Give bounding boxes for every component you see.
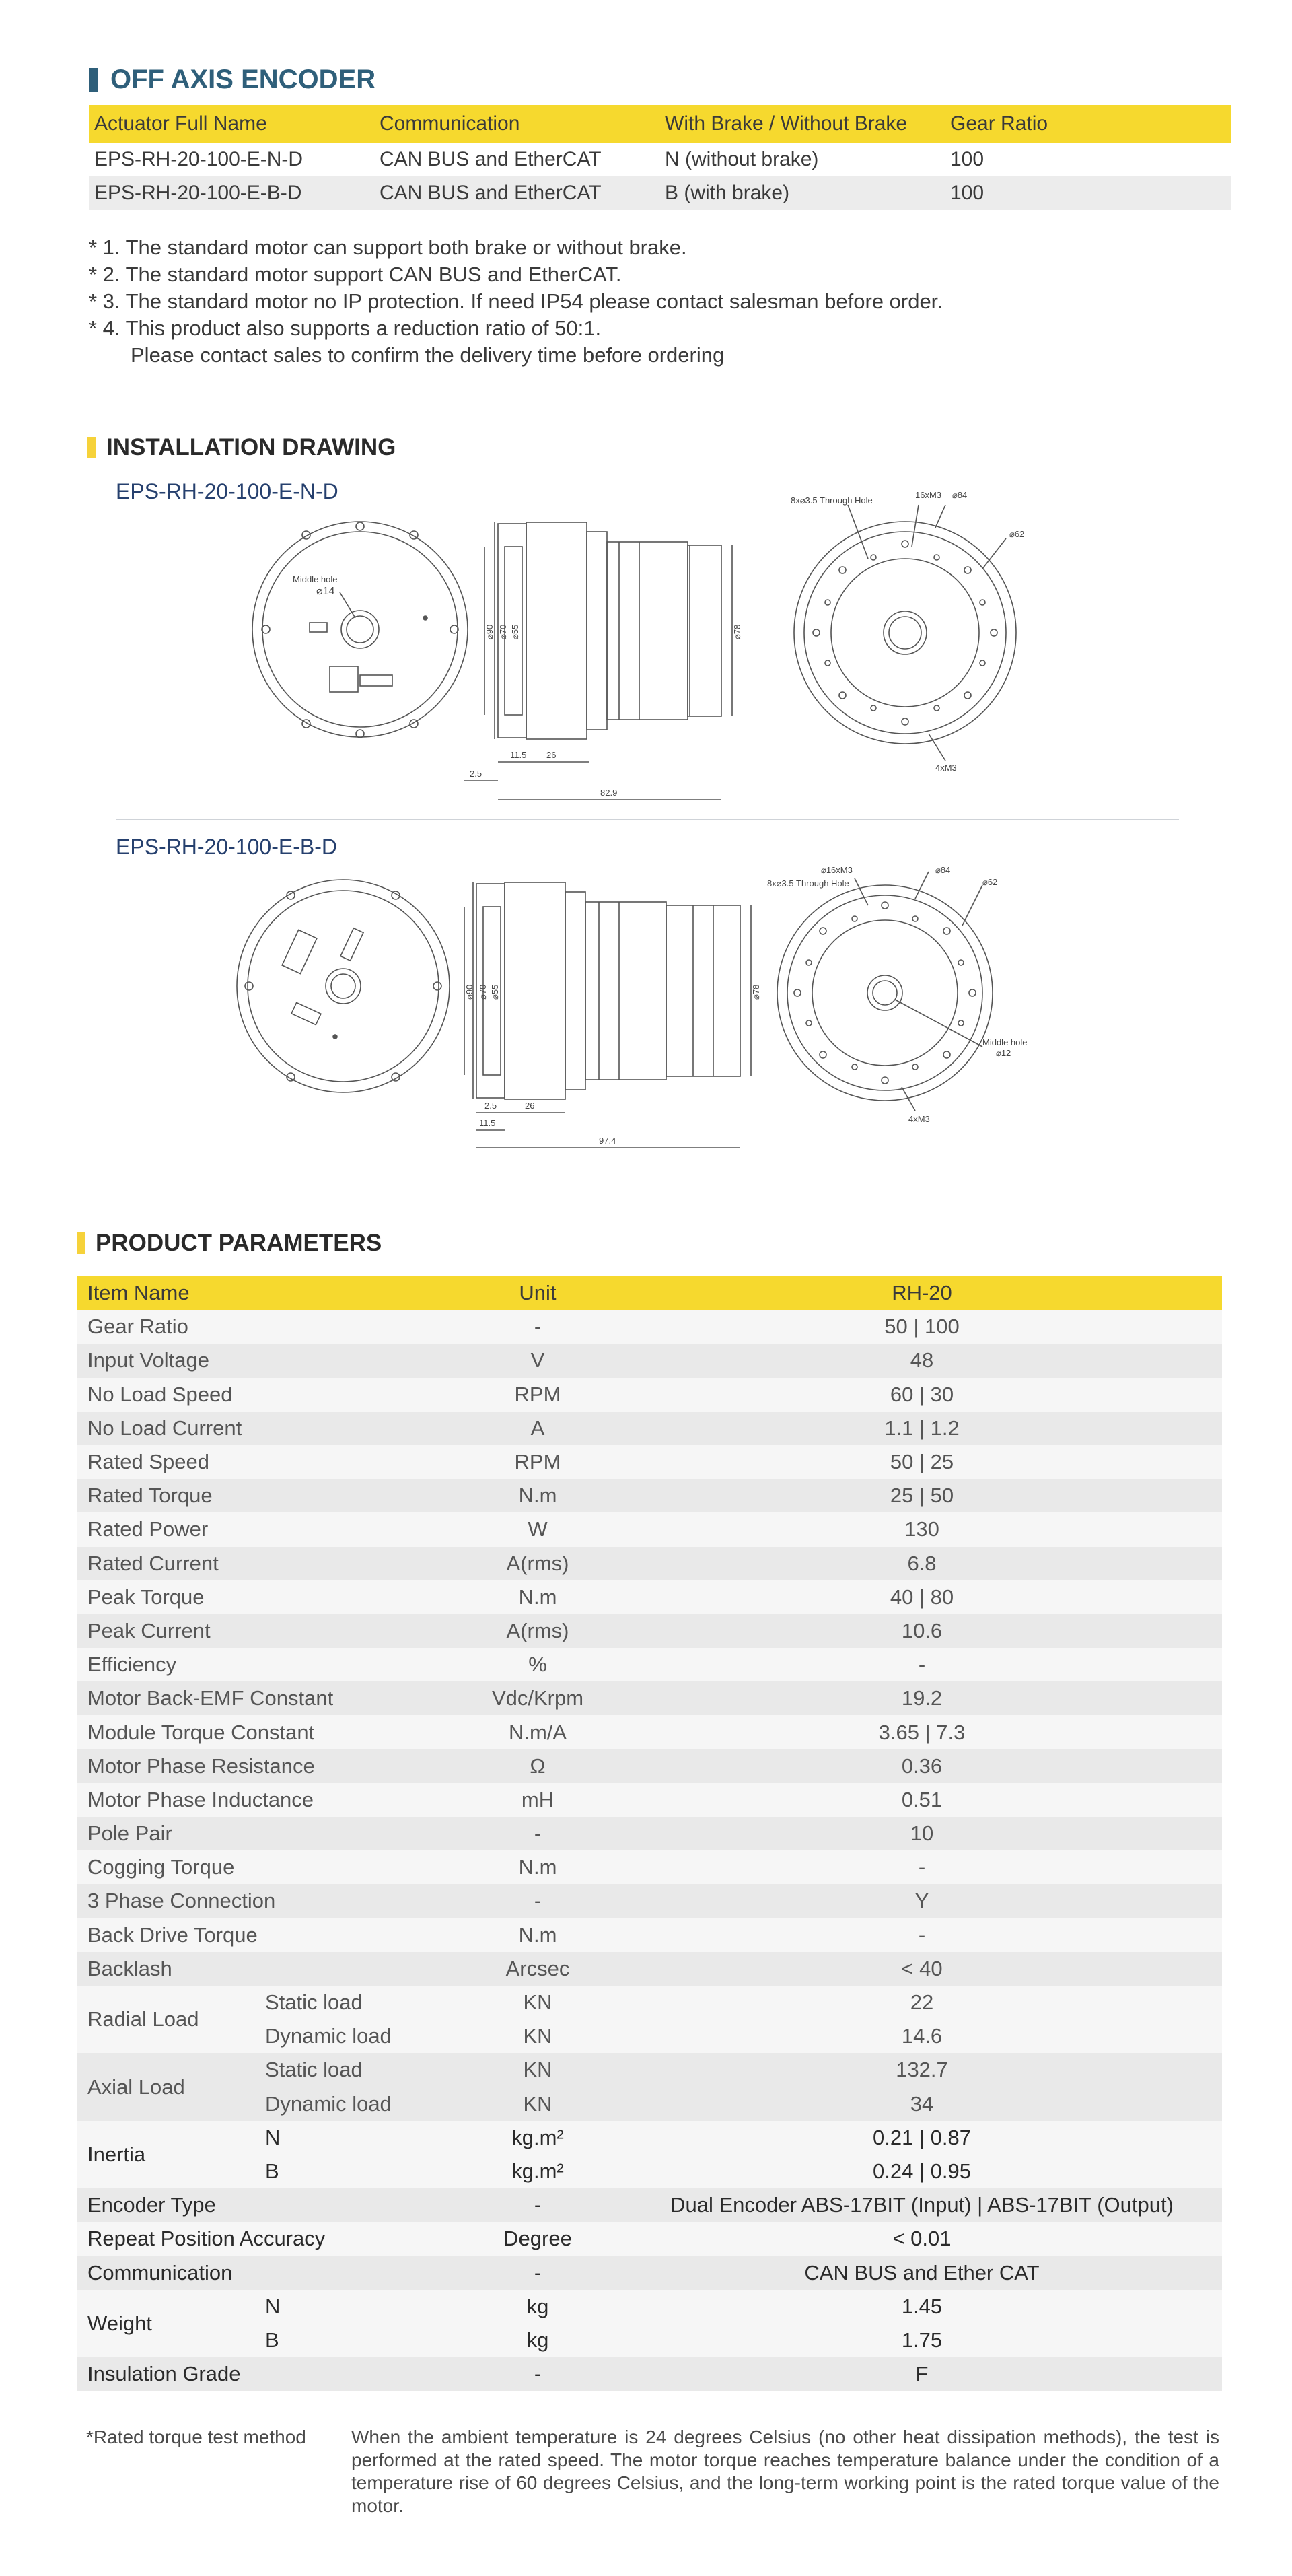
param-unit: Arcsec xyxy=(454,1952,622,1986)
table-row xyxy=(77,1783,1222,1817)
dia-90-label: ⌀90 xyxy=(485,624,495,639)
param-value: 40 | 80 xyxy=(622,1580,1222,1614)
note-line: * 2. The standard motor support CAN BUS and EtherCAT. xyxy=(89,263,622,286)
table-row xyxy=(77,1648,1222,1681)
param-subname: Static load xyxy=(265,1986,454,2019)
dia-62-label: ⌀62 xyxy=(982,877,998,887)
rated-torque-footnote xyxy=(86,2426,1223,2517)
installation-drawing-1 xyxy=(242,485,1090,801)
param-unit: N.m/A xyxy=(454,1715,622,1749)
param-name: 3 Phase Connection xyxy=(77,1884,454,1918)
table-row xyxy=(77,1547,1222,1580)
title-bar-marker xyxy=(87,437,96,458)
param-unit: KN xyxy=(454,1986,622,2019)
param-value: 50 | 100 xyxy=(622,1310,1222,1344)
table-row xyxy=(77,1512,1222,1546)
drawing-model-label: EPS-RH-20-100-E-N-D xyxy=(116,479,338,503)
param-value: < 40 xyxy=(622,1952,1222,1986)
param-unit: Ω xyxy=(454,1749,622,1783)
param-name: Module Torque Constant xyxy=(77,1715,454,1749)
param-value: Dual Encoder ABS-17BIT (Input) | ABS-17BIT (Output) xyxy=(622,2188,1222,2222)
side-view xyxy=(464,522,742,800)
middle-hole-label: Middle hole xyxy=(982,1037,1028,1047)
table-row xyxy=(77,2357,1222,2391)
middle-dia-label: ⌀12 xyxy=(996,1048,1011,1058)
param-name: Inertia xyxy=(77,2121,265,2188)
param-value: 34 xyxy=(622,2087,1222,2121)
table-row xyxy=(77,2053,1222,2087)
installation-drawing-2 xyxy=(229,858,1077,1161)
param-unit: A(rms) xyxy=(454,1614,622,1648)
param-value: 48 xyxy=(622,1344,1222,1377)
header-cell: Unit xyxy=(454,1276,622,1310)
footnote-text: When the ambient temperature is 24 degrees Celsius (no other heat dissipation methods), the test is performed at the rated speed. The motor torque reaches temperature balance under the condition of a temperature rise of 60 degrees Celsius, and the long-term working point is the rated torque value of the motor. xyxy=(351,2427,1219,2516)
param-unit: - xyxy=(454,1817,622,1850)
parameters-section-title xyxy=(77,1230,382,1257)
table-row xyxy=(77,1412,1222,1445)
m16-label: 16xM3 xyxy=(915,490,942,500)
title-bar-marker xyxy=(77,1232,85,1254)
param-name: Radial Load xyxy=(77,1986,265,2053)
param-unit: KN xyxy=(454,2053,622,2087)
param-value: < 0.01 xyxy=(622,2222,1222,2256)
param-value: 1.45 xyxy=(622,2290,1222,2324)
parameters-table-header xyxy=(77,1276,1222,1310)
width-11-5-label: 11.5 xyxy=(479,1118,496,1128)
title-bar-marker xyxy=(89,68,98,92)
table-cell: EPS-RH-20-100-E-B-D xyxy=(89,176,374,210)
table-row xyxy=(77,1884,1222,1918)
param-name: Insulation Grade xyxy=(77,2357,454,2391)
param-value: 130 xyxy=(622,1512,1222,1546)
param-unit: N.m xyxy=(454,1850,622,1884)
front-view xyxy=(237,880,450,1092)
param-unit: N.m xyxy=(454,1580,622,1614)
header-cell: Actuator Full Name xyxy=(89,105,374,143)
table-cell: 100 xyxy=(945,176,1231,210)
param-unit: mH xyxy=(454,1783,622,1817)
table-row xyxy=(77,2290,1222,2324)
note-line: * 1. The standard motor can support both brake or without brake. xyxy=(89,236,687,259)
param-value: 0.24 | 0.95 xyxy=(622,2155,1222,2188)
param-name: Rated Power xyxy=(77,1512,454,1546)
table-row xyxy=(77,1479,1222,1512)
table-cell: B (with brake) xyxy=(659,176,945,210)
param-unit: W xyxy=(454,1512,622,1546)
param-value: 1.75 xyxy=(622,2324,1222,2357)
table-row xyxy=(77,1952,1222,1986)
param-name: Weight xyxy=(77,2290,265,2357)
param-value: 6.8 xyxy=(622,1547,1222,1580)
param-unit: A(rms) xyxy=(454,1547,622,1580)
param-subname: N xyxy=(265,2121,454,2155)
param-value: 0.36 xyxy=(622,1749,1222,1783)
encoder-table-header xyxy=(89,105,1231,143)
param-name: Pole Pair xyxy=(77,1817,454,1850)
middle-dia-label: ⌀14 xyxy=(316,586,335,597)
param-unit: RPM xyxy=(454,1378,622,1412)
param-unit: kg.m² xyxy=(454,2121,622,2155)
param-value: 0.51 xyxy=(622,1783,1222,1817)
note-line: * 3. The standard motor no IP protection. If need IP54 please contact salesman before order. xyxy=(89,289,943,313)
param-name: Input Voltage xyxy=(77,1344,454,1377)
param-value: 14.6 xyxy=(622,2019,1222,2053)
param-name: Repeat Position Accuracy xyxy=(77,2222,454,2256)
param-unit: - xyxy=(454,2256,622,2289)
table-row xyxy=(77,1580,1222,1614)
param-value: 60 | 30 xyxy=(622,1378,1222,1412)
drawing-divider xyxy=(116,819,1179,820)
footnote-label: *Rated torque test method xyxy=(86,2427,306,2447)
param-value: 10 xyxy=(622,1817,1222,1850)
param-subname: B xyxy=(265,2324,454,2357)
param-unit: - xyxy=(454,1310,622,1344)
table-cell: CAN BUS and EtherCAT xyxy=(374,176,659,210)
table-row xyxy=(89,176,1231,210)
parameters-title-text: PRODUCT PARAMETERS xyxy=(96,1230,382,1256)
param-value: 0.21 | 0.87 xyxy=(622,2121,1222,2155)
width-2-5-label: 2.5 xyxy=(470,769,482,779)
dia-70-label: ⌀70 xyxy=(478,984,488,1000)
param-subname: Static load xyxy=(265,2053,454,2087)
width-2-5-label: 2.5 xyxy=(485,1101,497,1111)
parameters-table xyxy=(77,1276,1222,2391)
param-name: Encoder Type xyxy=(77,2188,454,2222)
param-unit: kg xyxy=(454,2290,622,2324)
m4-label: 4xM3 xyxy=(935,763,957,773)
param-unit: Degree xyxy=(454,2222,622,2256)
table-row xyxy=(77,1817,1222,1850)
dia-84-label: ⌀84 xyxy=(935,865,951,875)
length-label: 97.4 xyxy=(599,1136,616,1146)
back-view xyxy=(767,865,1028,1124)
param-unit: V xyxy=(454,1344,622,1377)
table-row xyxy=(77,2121,1222,2155)
param-name: Back Drive Torque xyxy=(77,1918,454,1952)
param-unit: N.m xyxy=(454,1479,622,1512)
dia-62-label: ⌀62 xyxy=(1009,529,1025,539)
table-cell: CAN BUS and EtherCAT xyxy=(374,143,659,176)
encoder-title-text: OFF AXIS ENCODER xyxy=(110,65,376,94)
table-cell: EPS-RH-20-100-E-N-D xyxy=(89,143,374,176)
back-view xyxy=(791,490,1024,773)
param-name: Axial Load xyxy=(77,2053,265,2120)
param-value: Y xyxy=(622,1884,1222,1918)
encoder-section-title xyxy=(89,65,375,95)
param-value: 25 | 50 xyxy=(622,1479,1222,1512)
note-line: Please contact sales to confirm the delivery time before ordering xyxy=(131,343,725,367)
param-name: Gear Ratio xyxy=(77,1310,454,1344)
table-row xyxy=(77,1986,1222,2019)
param-name: Motor Phase Inductance xyxy=(77,1783,454,1817)
width-26-label: 26 xyxy=(525,1101,535,1111)
m16-label: ⌀16xM3 xyxy=(821,865,853,875)
param-value: 3.65 | 7.3 xyxy=(622,1715,1222,1749)
param-value: 22 xyxy=(622,1986,1222,2019)
width-11-5-label: 11.5 xyxy=(510,750,527,760)
length-label: 82.9 xyxy=(600,788,618,798)
dia-84-label: ⌀84 xyxy=(952,490,968,500)
param-unit: N.m xyxy=(454,1918,622,1952)
param-name: Cogging Torque xyxy=(77,1850,454,1884)
header-cell: Gear Ratio xyxy=(945,105,1231,143)
table-row xyxy=(77,1344,1222,1377)
dia-70-label: ⌀70 xyxy=(498,624,508,639)
table-row xyxy=(77,2188,1222,2222)
dia-55-label: ⌀55 xyxy=(510,624,520,639)
param-subname: B xyxy=(265,2155,454,2188)
param-unit: Vdc/Krpm xyxy=(454,1681,622,1715)
table-row xyxy=(77,1378,1222,1412)
through-hole-label: 8x⌀3.5 Through Hole xyxy=(767,878,849,889)
dia-78-label: ⌀78 xyxy=(732,624,742,639)
table-cell: 100 xyxy=(945,143,1231,176)
param-name: Motor Phase Resistance xyxy=(77,1749,454,1783)
middle-hole-label: Middle hole xyxy=(293,574,338,584)
table-row xyxy=(89,143,1231,176)
table-cell: N (without brake) xyxy=(659,143,945,176)
param-unit: A xyxy=(454,1412,622,1445)
dia-55-label: ⌀55 xyxy=(490,984,500,1000)
param-name: Rated Speed xyxy=(77,1445,454,1479)
installation-title-text: INSTALLATION DRAWING xyxy=(106,434,396,460)
param-value: 19.2 xyxy=(622,1681,1222,1715)
table-row xyxy=(77,1715,1222,1749)
width-26-label: 26 xyxy=(546,750,557,760)
param-name: Rated Current xyxy=(77,1547,454,1580)
header-cell: Communication xyxy=(374,105,659,143)
drawing-model-label: EPS-RH-20-100-E-B-D xyxy=(116,835,337,859)
table-row xyxy=(77,1749,1222,1783)
param-unit: kg xyxy=(454,2324,622,2357)
param-value: F xyxy=(622,2357,1222,2391)
front-view xyxy=(252,522,468,738)
param-unit: - xyxy=(454,2357,622,2391)
encoder-notes xyxy=(89,234,943,369)
param-subname: N xyxy=(265,2290,454,2324)
param-unit: KN xyxy=(454,2019,622,2053)
param-value: 50 | 25 xyxy=(622,1445,1222,1479)
note-line: * 4. This product also supports a reduction ratio of 50:1. xyxy=(89,316,602,340)
table-row xyxy=(77,2222,1222,2256)
table-row xyxy=(77,1681,1222,1715)
param-name: Rated Torque xyxy=(77,1479,454,1512)
param-value: 10.6 xyxy=(622,1614,1222,1648)
param-value: 132.7 xyxy=(622,2053,1222,2087)
param-subname: Dynamic load xyxy=(265,2087,454,2121)
table-row xyxy=(77,2256,1222,2289)
installation-section-title xyxy=(87,434,396,461)
param-name: Efficiency xyxy=(77,1648,454,1681)
param-name: No Load Speed xyxy=(77,1378,454,1412)
param-unit: % xyxy=(454,1648,622,1681)
dia-78-label: ⌀78 xyxy=(751,984,761,1000)
m4-label: 4xM3 xyxy=(908,1114,930,1124)
param-name: Communication xyxy=(77,2256,454,2289)
param-value: 1.1 | 1.2 xyxy=(622,1412,1222,1445)
header-cell: With Brake / Without Brake xyxy=(659,105,945,143)
param-value: CAN BUS and Ether CAT xyxy=(622,2256,1222,2289)
param-unit: - xyxy=(454,2188,622,2222)
param-subname: Dynamic load xyxy=(265,2019,454,2053)
param-name: No Load Current xyxy=(77,1412,454,1445)
encoder-table xyxy=(89,105,1231,210)
side-view xyxy=(464,882,761,1148)
header-cell: Item Name xyxy=(77,1276,454,1310)
param-value: - xyxy=(622,1850,1222,1884)
table-row xyxy=(77,1445,1222,1479)
param-name: Motor Back-EMF Constant xyxy=(77,1681,454,1715)
param-name: Backlash xyxy=(77,1952,454,1986)
param-unit: kg.m² xyxy=(454,2155,622,2188)
table-row xyxy=(77,1918,1222,1952)
param-unit: RPM xyxy=(454,1445,622,1479)
table-row xyxy=(77,1310,1222,1344)
param-value: - xyxy=(622,1918,1222,1952)
table-row xyxy=(77,1850,1222,1884)
header-cell: RH-20 xyxy=(622,1276,1222,1310)
through-hole-label: 8x⌀3.5 Through Hole xyxy=(791,495,873,506)
param-name: Peak Current xyxy=(77,1614,454,1648)
param-unit: KN xyxy=(454,2087,622,2121)
table-row xyxy=(77,1614,1222,1648)
param-value: - xyxy=(622,1648,1222,1681)
dia-90-label: ⌀90 xyxy=(464,984,474,1000)
param-unit: - xyxy=(454,1884,622,1918)
param-name: Peak Torque xyxy=(77,1580,454,1614)
